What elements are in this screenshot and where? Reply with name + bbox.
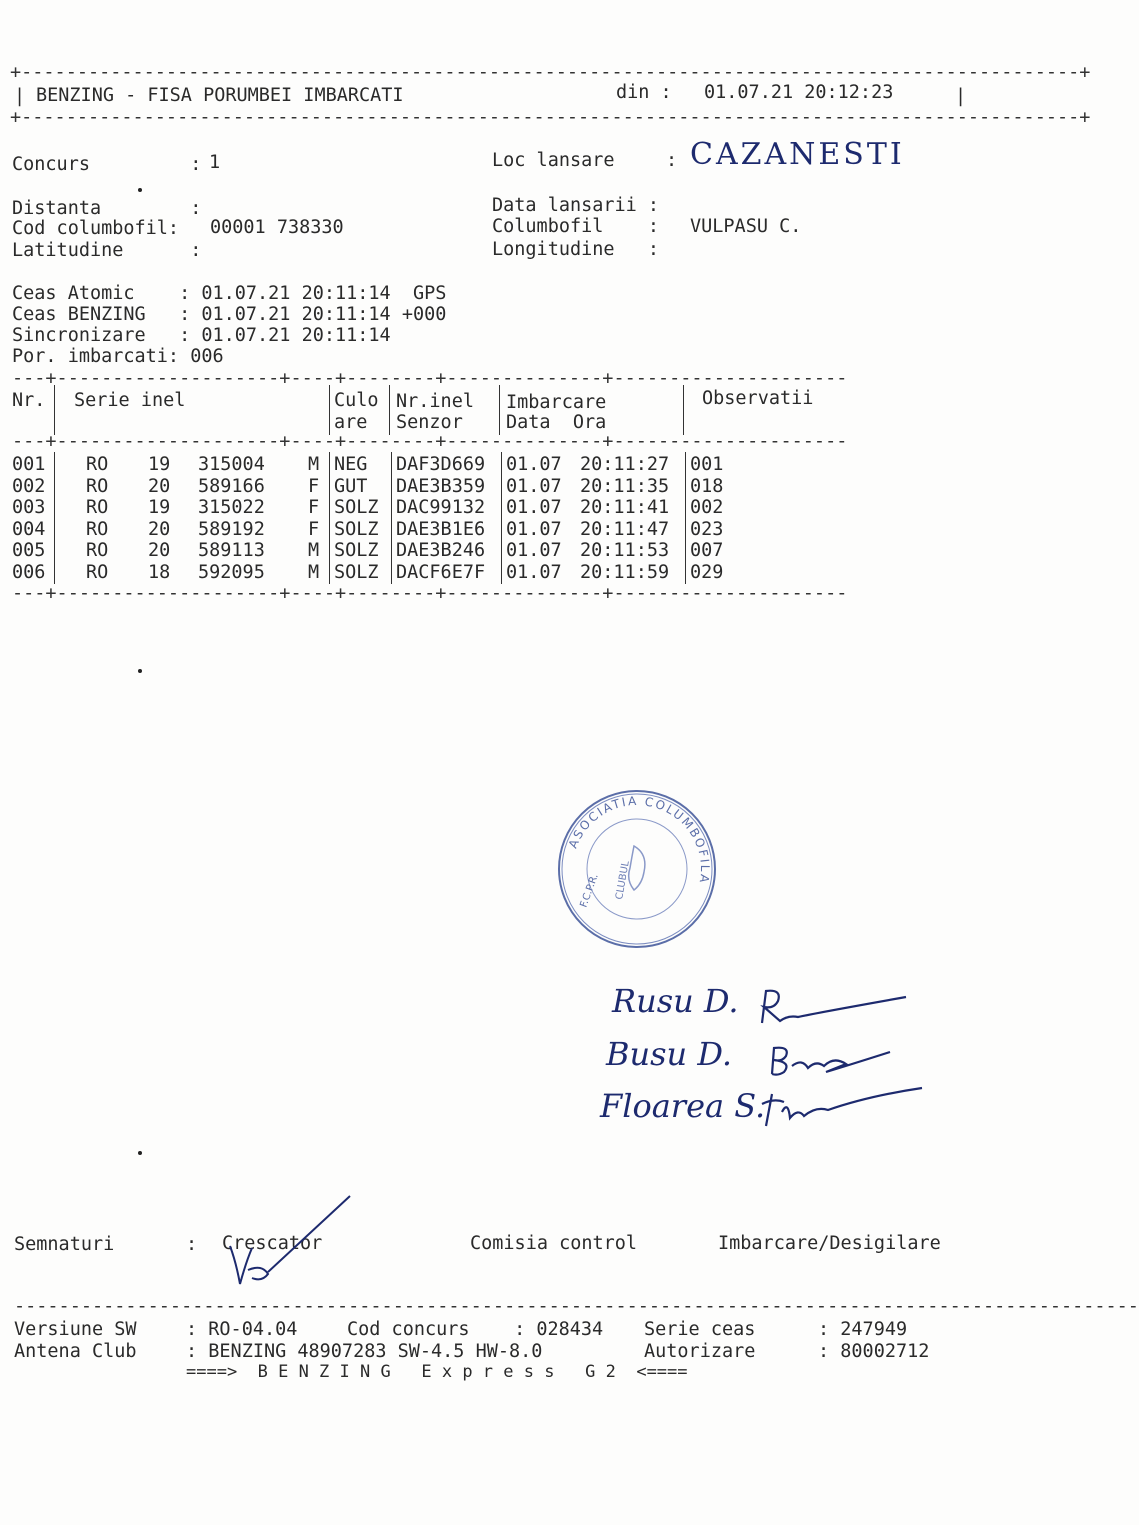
table-vline-10 [685, 452, 686, 584]
cod-columbofil-value: 00001 738330 [210, 217, 344, 238]
table-vline-6 [54, 452, 55, 584]
row-sensor: DAE3B246 [396, 540, 486, 561]
antena-value: : BENZING 48907283 SW-4.5 HW-8.0 [186, 1341, 543, 1362]
col-header-culoare-1: Culo [334, 390, 379, 411]
header-right-bar: | [955, 86, 967, 107]
crescator-signature [222, 1192, 354, 1292]
header-top-rule: +-----------------------------------------------------------------------------------------------+ [10, 62, 1091, 83]
col-header-observatii: Observatii [702, 388, 814, 409]
row-sensor: DAE3B359 [396, 475, 486, 497]
row-obs: 001 [690, 454, 724, 475]
col-header-imbarcare-2: Data Ora [506, 412, 607, 433]
row-time: 20:11:59 [580, 561, 670, 583]
col-header-nrinel-2: Senzor [396, 412, 463, 433]
table-vline-1 [54, 385, 55, 435]
loc-lansare-value: CAZANESTI [690, 137, 905, 172]
autorizare-label: Autorizare [644, 1341, 756, 1362]
table-top-rule: ---+--------------------+----+--------+--------------+--------------------- [12, 368, 848, 389]
row-year: 19 [148, 454, 171, 475]
row-ring: 315022 [198, 497, 265, 518]
row-year: 20 [148, 475, 171, 497]
row-nr: 002 [12, 475, 46, 497]
sincronizare-line: Sincronizare : 01.07.21 20:11:14 [12, 325, 391, 346]
footer-rule: ----------------------------------------------------------------------------------------------------- [14, 1296, 1139, 1317]
row-nr: 001 [12, 454, 46, 475]
loc-lansare-label: Loc lansare [492, 150, 615, 171]
col-header-nr: Nr. [12, 390, 46, 411]
row-time: 20:11:53 [580, 540, 670, 561]
row-date: 01.07 [506, 475, 562, 497]
comisia-control-label: Comisia control [470, 1233, 638, 1254]
row-sensor: DAC99132 [396, 497, 486, 518]
col-header-imbarcare-1: Imbarcare [506, 392, 607, 413]
row-color: SOLZ [334, 497, 379, 518]
row-sex: M [308, 561, 320, 583]
ceas-benzing-line: Ceas BENZING : 01.07.21 20:11:14 +000 [12, 304, 447, 325]
semnaturi-label: Semnaturi [14, 1234, 115, 1255]
handwritten-name-2: Busu D. [606, 1035, 733, 1073]
row-ring: 315004 [198, 454, 265, 475]
versiune-value: : RO-04.04 [186, 1319, 298, 1340]
row-date: 01.07 [506, 497, 562, 518]
row-nr: 005 [12, 540, 46, 561]
row-date: 01.07 [506, 454, 562, 475]
row-country: RO [86, 454, 109, 475]
loc-lansare-sep: : [666, 150, 678, 171]
row-country: RO [86, 561, 109, 583]
imbarcare-desigilare-label: Imbarcare/Desigilare [718, 1233, 941, 1254]
handwritten-name-3: Floarea S. [600, 1087, 766, 1125]
header-bottom-rule: +-----------------------------------------------------------------------------------------------+ [10, 107, 1091, 128]
committee-signature-2 [766, 1040, 896, 1080]
serie-ceas-value: : 247949 [818, 1319, 908, 1340]
stamp-outer-text: ASOCIATIA COLUMBOFILA [565, 793, 713, 886]
row-date: 01.07 [506, 561, 562, 583]
antena-label: Antena Club [14, 1341, 137, 1362]
serie-ceas-label: Serie ceas [644, 1319, 756, 1340]
row-country: RO [86, 518, 109, 540]
print-date-label: din : [616, 82, 672, 103]
paper-speck [138, 1151, 142, 1155]
row-ring: 589192 [198, 518, 265, 540]
benzing-express-banner: ====> B E N Z I N G E x p r e s s G 2 <==== [186, 1362, 688, 1382]
distanta-label: Distanta : [12, 198, 202, 219]
row-color: GUT [334, 475, 368, 497]
latitudine-label: Latitudine : [12, 240, 202, 261]
committee-signature-1 [756, 985, 916, 1030]
columbofil-label: Columbofil : [492, 216, 660, 237]
row-nr: 004 [12, 518, 46, 540]
row-ring: 589166 [198, 475, 265, 497]
row-sex: F [308, 518, 320, 540]
row-obs: 002 [690, 497, 724, 518]
row-sensor: DACF6E7F [396, 561, 486, 583]
col-header-serie: Serie inel [74, 390, 186, 411]
row-year: 20 [148, 540, 171, 561]
data-lansarii-label: Data lansarii : [492, 195, 660, 216]
table-vline-3 [389, 385, 390, 435]
row-sensor: DAE3B1E6 [396, 518, 486, 540]
stamp-side-text: F.C.P.R. [578, 872, 601, 910]
row-year: 19 [148, 497, 171, 518]
table-vline-9 [501, 452, 502, 584]
row-date: 01.07 [506, 540, 562, 561]
row-ring: 592095 [198, 561, 265, 583]
stamp-inner-text: CLUBUL [614, 860, 632, 901]
table-header-rule: ---+--------------------+----+--------+--------------+--------------------- [12, 431, 848, 452]
row-year: 20 [148, 518, 171, 540]
row-country: RO [86, 540, 109, 561]
row-year: 18 [148, 561, 171, 583]
row-color: SOLZ [334, 518, 379, 540]
concurs-value: 1 [209, 152, 221, 173]
table-bottom-rule: ---+--------------------+----+--------+--------------+--------------------- [12, 583, 848, 604]
row-nr: 006 [12, 561, 46, 583]
semnaturi-sep: : [186, 1234, 198, 1255]
row-sex: M [308, 454, 320, 475]
cod-columbofil-label: Cod columbofil: [12, 218, 180, 239]
print-date-value: 01.07.21 20:12:23 [704, 82, 894, 103]
row-obs: 018 [690, 475, 724, 497]
table-vline-7 [329, 452, 330, 584]
col-header-culoare-2: are [334, 412, 368, 433]
autorizare-value: : 80002712 [818, 1341, 930, 1362]
document-title: BENZING - FISA PORUMBEI IMBARCATI [36, 85, 404, 106]
row-date: 01.07 [506, 518, 562, 540]
row-obs: 023 [690, 518, 724, 540]
versiune-label: Versiune SW [14, 1319, 137, 1340]
row-sex: F [308, 475, 320, 497]
table-vline-4 [499, 385, 500, 435]
table-vline-2 [329, 385, 330, 435]
columbofil-value: VULPASU C. [690, 216, 802, 237]
cod-concurs: Cod concurs : 028434 [347, 1319, 604, 1340]
paper-speck [138, 669, 142, 673]
row-sex: M [308, 540, 320, 561]
crescator-label: Crescator [222, 1233, 323, 1254]
row-color: NEG [334, 454, 368, 475]
committee-signature-3 [758, 1082, 928, 1132]
paper-speck [138, 188, 142, 192]
row-time: 20:11:35 [580, 475, 670, 497]
col-header-nrinel-1: Nr.inel [396, 391, 474, 412]
row-sensor: DAF3D669 [396, 454, 486, 475]
row-time: 20:11:47 [580, 518, 670, 540]
longitudine-label: Longitudine : [492, 239, 660, 260]
concurs-label: Concurs : [12, 154, 202, 175]
row-country: RO [86, 475, 109, 497]
row-obs: 007 [690, 540, 724, 561]
porumbei-imbarcati-line: Por. imbarcati: 006 [12, 346, 224, 367]
table-vline-5 [683, 385, 684, 435]
row-nr: 003 [12, 497, 46, 518]
ceas-atomic-line: Ceas Atomic : 01.07.21 20:11:14 GPS [12, 283, 447, 304]
club-stamp [556, 788, 718, 950]
row-country: RO [86, 497, 109, 518]
row-time: 20:11:41 [580, 497, 670, 518]
table-vline-8 [391, 452, 392, 584]
handwritten-name-1: Rusu D. [612, 982, 739, 1020]
row-obs: 029 [690, 561, 724, 583]
row-ring: 589113 [198, 540, 265, 561]
row-sex: F [308, 497, 320, 518]
row-time: 20:11:27 [580, 454, 670, 475]
row-color: SOLZ [334, 540, 379, 561]
header-left-bar: | [14, 86, 26, 107]
row-color: SOLZ [334, 561, 379, 583]
